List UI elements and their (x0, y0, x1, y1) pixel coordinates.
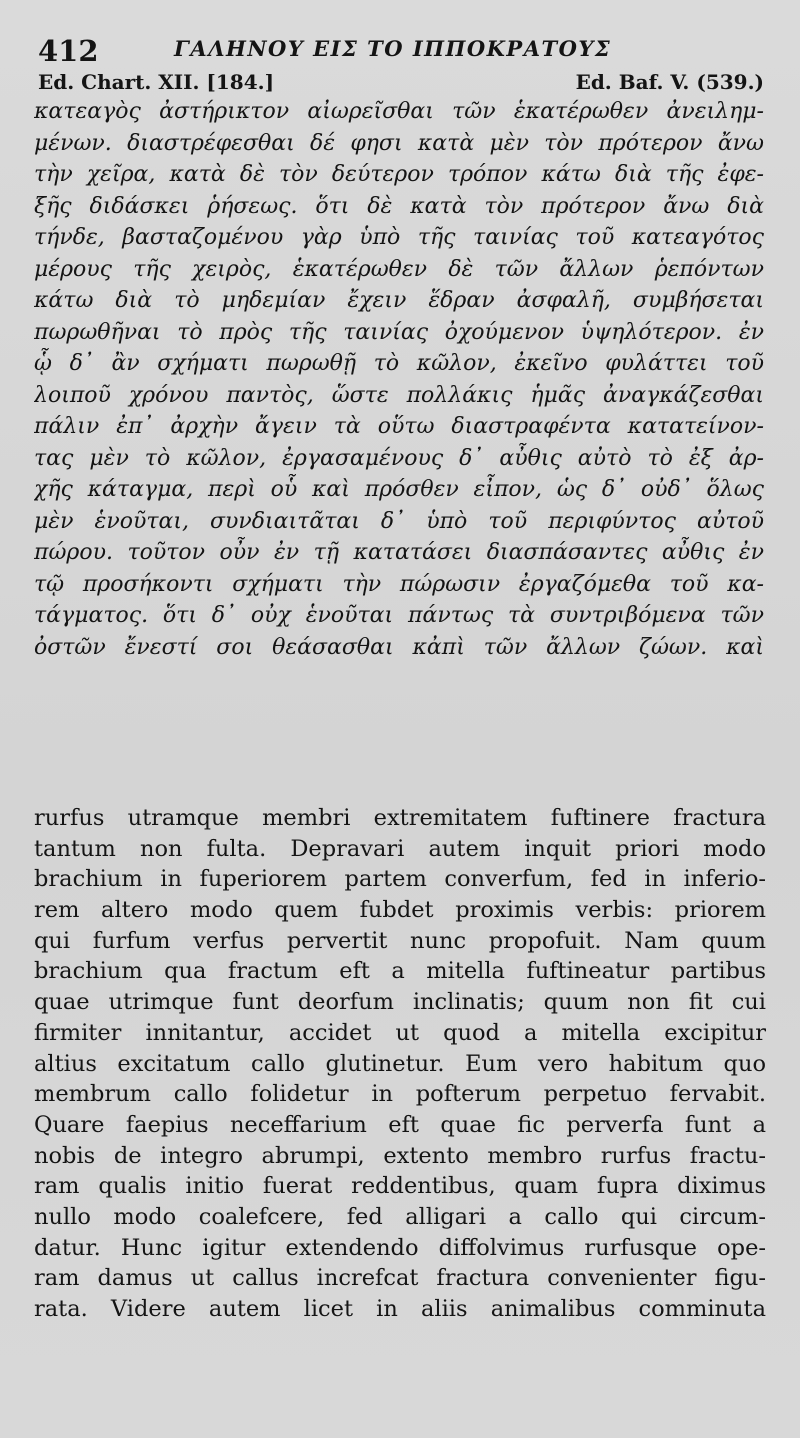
greek-line: ὀστῶν ἔνεστί σοι θεάσασθαι κἀπὶ τῶν ἄλλων ζώων. καὶ (34, 634, 764, 660)
edition-basel-reference: Ed. Baf. V. (539.) (575, 70, 764, 94)
page-number: 412 (38, 34, 99, 68)
greek-line: χῆς κάταγμα, περὶ οὗ καὶ πρόσθεν εἶπον, ὡς δ᾽ οὐδ᾽ ὅλως (34, 477, 764, 502)
latin-line: rurfus utramque membri extremitatem fuftinere fractura (34, 805, 766, 831)
latin-line: membrum callo folidetur in pofterum perpetuo fervabit. (34, 1081, 766, 1108)
greek-line: τάγματος. ὅτι δ᾽ οὐχ ἑνοῦται πάντως τὰ συντριβόμενα τῶν (34, 603, 764, 628)
latin-line: nobis de integro abrumpi, extento membro rurfus fractu- (34, 1142, 766, 1169)
latin-line: ram damus ut callus increfcat fractura convenienter figu- (34, 1265, 766, 1292)
greek-line: ξῆς διδάσκει ῥήσεως. ὅτι δὲ κατὰ τὸν πρότερον ἄνω διὰ (34, 193, 764, 219)
greek-line: τὴν χεῖρα, κατὰ δὲ τὸν δεύτερον τρόπον κάτω διὰ τῆς ἐφε- (34, 162, 764, 187)
greek-line: πωρωθῆναι τὸ πρὸς τῆς ταινίας ὀχούμενον ὑψηλότερον. ἐν (34, 319, 764, 345)
latin-line: nullo modo coalefcere, fed alligari a callo qui circum- (34, 1203, 766, 1230)
greek-line: τῷ προσήκοντι σχήματι τὴν πώρωσιν ἐργαζόμεθα τοῦ κα- (34, 571, 764, 597)
greek-line: μὲν ἑνοῦται, συνδιαιτᾶται δ᾽ ὑπὸ τοῦ περιφύντος αὐτοῦ (34, 508, 764, 534)
greek-line: τήνδε, βασταζομένου γὰρ ὑπὸ τῆς ταινίας τοῦ κατεαγότος (34, 225, 764, 250)
greek-line: λοιποῦ χρόνου παντὸς, ὥστε πολλάκις ἡμᾶς ἀναγκάζεσθαι (34, 382, 764, 408)
latin-line: datur. Hunc igitur extendendo diffolvimus rurfusque ope- (34, 1234, 766, 1261)
greek-line: ᾧ δ᾽ ἂν σχήματι πωρωθῇ τὸ κῶλον, ἐκεῖνο φυλάττει τοῦ (34, 351, 764, 376)
latin-line: altius excitatum callo glutinetur. Eum vero habitum quo (34, 1050, 766, 1077)
greek-line: κάτω διὰ τὸ μηδεμίαν ἔχειν ἕδραν ἀσφαλῆ, συμβήσεται (34, 288, 764, 313)
greek-line: πάλιν ἐπ᾽ ἀρχὴν ἄγειν τὰ οὕτω διαστραφέντα κατατείνον- (34, 414, 764, 439)
latin-line: ram qualis initio fuerat reddentibus, quam fupra diximus (34, 1173, 766, 1200)
greek-line: μέρους τῆς χειρὸς, ἑκατέρωθεν δὲ τῶν ἄλλων ῥεπόντων (34, 256, 764, 282)
latin-line: quae utrimque funt deorfum inclinatis; quum non fit cui (34, 989, 766, 1016)
latin-line: Quare faepius neceffarium eft quae fic perverfa funt a (34, 1111, 766, 1138)
latin-line: brachium qua fractum eft a mitella fuftineatur partibus (34, 958, 766, 985)
latin-line: tantum non fulta. Depravari autem inquit priori modo (34, 835, 766, 862)
latin-line: firmiter innitantur, accidet ut quod a mitella excipitur (34, 1019, 766, 1046)
greek-text-block (34, 96, 764, 663)
greek-line: τας μὲν τὸ κῶλον, ἐργασαμένους δ᾽ αὖθις αὐτὸ τὸ ἐξ ἀρ- (34, 445, 764, 471)
latin-line: qui furfum verfus pervertit nunc propofuit. Nam quum (34, 927, 766, 954)
running-title: ΓΑΛΗΝΟΥ ΕΙΣ ΤΟ ΙΠΠΟΚΡΑΤΟΥΣ (174, 36, 612, 61)
greek-line: κατεαγὸς ἀστήρικτον αἰωρεῖσθαι τῶν ἑκατέρωθεν ἀνειλημ- (34, 99, 764, 124)
edition-chartier-reference: Ed. Chart. XII. [184.] (38, 70, 275, 94)
latin-line: brachium in fuperiorem partem converfum, fed in inferio- (34, 866, 766, 893)
greek-line: μένων. διαστρέφεσθαι δέ φησι κατὰ μὲν τὸν πρότερον ἄνω (34, 130, 764, 156)
latin-text-block (34, 803, 766, 1325)
greek-line: πώρου. τοῦτον οὖν ἐν τῇ κατατάσει διασπάσαντες αὖθις ἐν (34, 540, 764, 565)
latin-line: rem altero modo quem fubdet proximis verbis: priorem (34, 897, 766, 924)
latin-line: rata. Videre autem licet in aliis animalibus comminuta (34, 1296, 766, 1322)
page-header (38, 26, 762, 70)
